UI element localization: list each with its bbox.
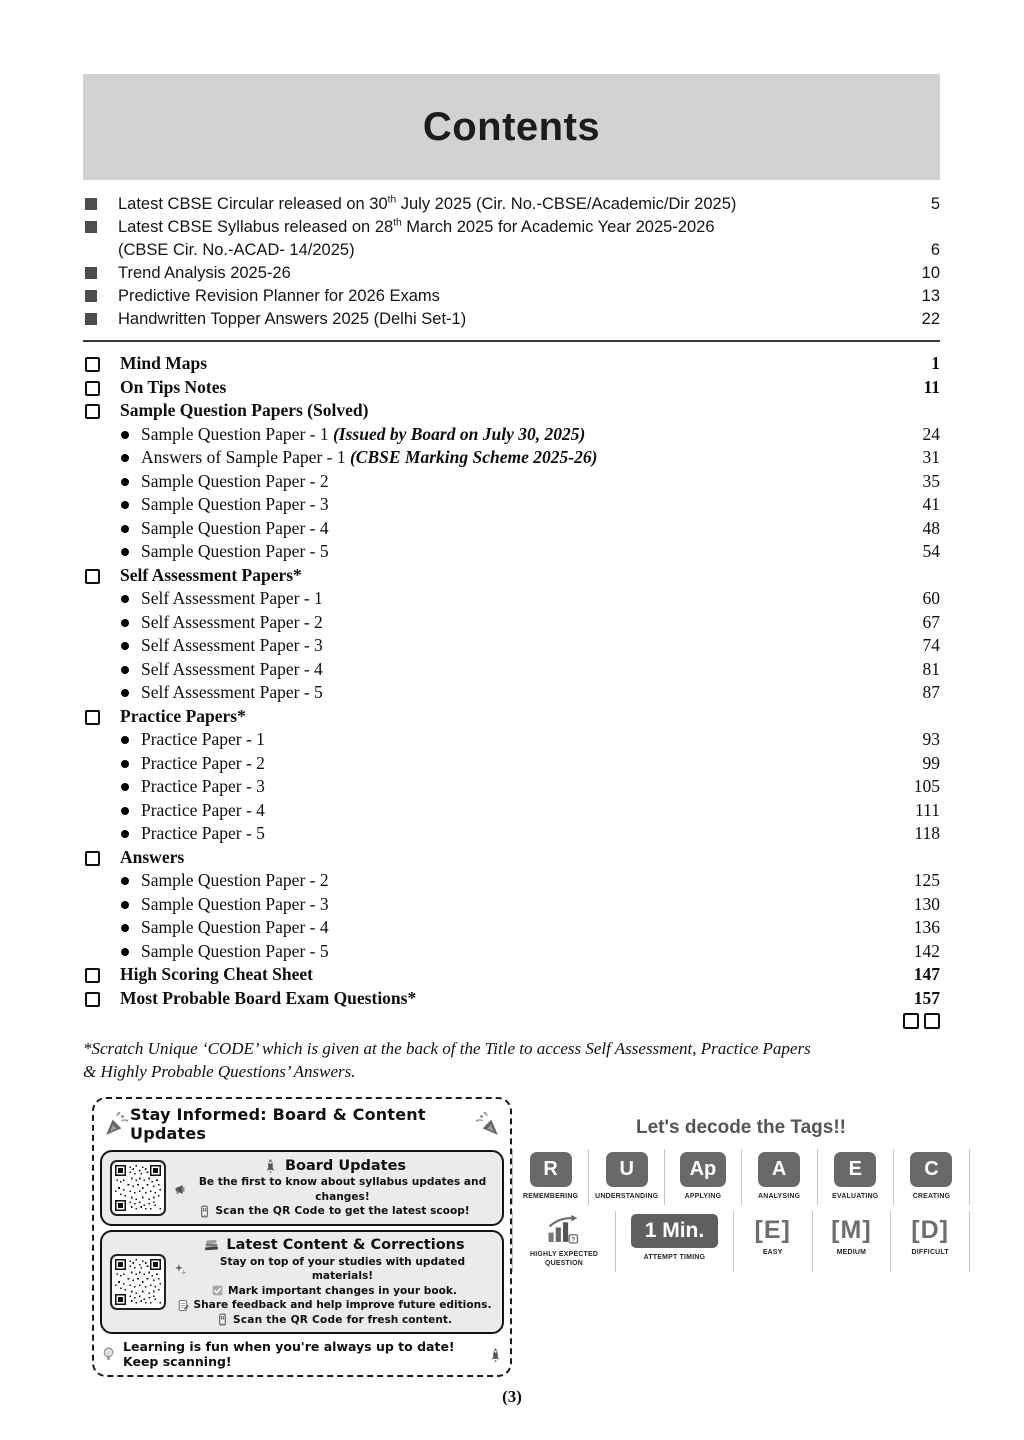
page-number-value: 111: [915, 799, 940, 820]
square-bullet-icon: [85, 290, 97, 302]
difficulty-tag: [E]: [754, 1216, 791, 1244]
tag-cell-attempt-timing: [615, 1211, 733, 1272]
checkbox-icon: [85, 968, 100, 983]
toc-item-text: Answers of Sample Paper - 1 (CBSE Marking Scheme 2025-26): [141, 447, 598, 467]
top-item-text: [118, 262, 910, 285]
stay-informed-header: [100, 1104, 504, 1146]
tag-label: HIGHLY EXPECTED QUESTION: [529, 1251, 599, 1267]
top-item-text: [118, 193, 919, 216]
toc-section-row: [85, 352, 940, 376]
page-number-value: 6: [930, 241, 940, 259]
dot-bullet-icon: [121, 948, 129, 956]
updates-line: [174, 1255, 494, 1284]
top-item-line: [118, 193, 919, 216]
tag-cell-difficult: [890, 1211, 970, 1272]
rocket-icon: [487, 1346, 504, 1363]
ordinal-suffix: th: [387, 194, 397, 206]
tag-badge: Ap: [680, 1152, 727, 1187]
tag-cell-creating: [893, 1149, 970, 1205]
updates-section-heading: [174, 1237, 494, 1254]
updates-section-heading: [174, 1157, 494, 1174]
dot-bullet-icon: [121, 689, 129, 697]
page-title: Contents: [422, 104, 601, 149]
toc-sub-row: [85, 658, 940, 682]
qr-code-icon: [110, 1254, 166, 1310]
page-number-value: 147: [913, 964, 940, 984]
page-number-value: 60: [922, 588, 940, 608]
page-number-value: 54: [922, 541, 940, 561]
top-item-text: [118, 308, 910, 331]
toc-sub-row: [85, 540, 940, 564]
megaphone-icon: [174, 1183, 187, 1196]
tag-badge: A: [758, 1152, 800, 1187]
text-segment: (CBSE Cir. No.-ACAD- 14/2025): [118, 241, 355, 259]
page-number-value: 10: [921, 264, 940, 282]
checkbox-icon: [85, 381, 100, 396]
title-banner: [83, 74, 940, 180]
updates-line: [174, 1204, 494, 1219]
toc-sub-row: [85, 799, 940, 823]
stay-informed-footer: [100, 1334, 504, 1371]
tag-label: DIFFICULT: [911, 1249, 949, 1256]
page-number-value: 41: [922, 494, 940, 514]
page-number: (3): [502, 1387, 522, 1406]
page-number-value: 13: [921, 287, 940, 305]
difficulty-tag: [M]: [831, 1216, 872, 1244]
text-segment: to get the latest scoop!: [328, 1205, 470, 1217]
top-list-item: [85, 216, 940, 262]
toc-item-text: Self Assessment Paper - 2: [141, 611, 323, 632]
toc-item-text: Self Assessment Paper - 5: [141, 682, 323, 702]
toc-item-text: Most Probable Board Exam Questions*: [120, 987, 417, 1008]
page-number-value: 11: [923, 376, 940, 397]
page-number-value: 67: [922, 611, 940, 632]
tag-label: REMEMBERING: [522, 1193, 579, 1200]
page-number-value: 157: [913, 987, 940, 1008]
toc-item-text: Answers: [120, 846, 185, 867]
text-segment: Scan the QR Code: [233, 1313, 343, 1326]
toc-item-text: Sample Question Paper - 2: [141, 470, 329, 491]
tag-row-2: [512, 1211, 970, 1272]
text-segment: Predictive Revision Planner for 2026 Exams: [118, 287, 440, 305]
svg-text:?: ?: [571, 1236, 576, 1244]
dot-bullet-icon: [121, 454, 129, 462]
dot-bullet-icon: [121, 901, 129, 909]
dot-bullet-icon: [121, 830, 129, 838]
toc-item-text: Sample Question Paper - 2: [141, 870, 329, 890]
toc-item-text: Sample Question Papers (Solved): [120, 400, 369, 420]
square-bullet-icon: [85, 267, 97, 279]
toc-item-text: Sample Question Paper - 4: [141, 917, 329, 937]
toc-item-italic: (CBSE Marking Scheme 2025-26): [349, 447, 598, 467]
checkbox-icon: [924, 1013, 940, 1029]
toc-sub-row: [85, 681, 940, 705]
square-bullet-icon: [85, 313, 97, 325]
toc-item-text: Sample Question Paper - 4: [141, 517, 329, 538]
double-checkbox-row: [0, 1013, 940, 1029]
page-number-value: 5: [930, 195, 940, 213]
updates-line: [174, 1298, 494, 1313]
toc-sub-row: [85, 869, 940, 893]
check-icon: [211, 1284, 224, 1297]
text-segment: Share feedback and help improve future editions.: [193, 1299, 492, 1311]
toc-sub-row: [85, 634, 940, 658]
dot-bullet-icon: [121, 525, 129, 533]
tag-badge: E: [834, 1152, 876, 1187]
toc-section-row: [85, 399, 940, 423]
toc-item-text: Practice Papers*: [120, 705, 246, 726]
text-segment: Stay on top of your studies with updated materials!: [219, 1255, 466, 1282]
rocket-icon: [262, 1157, 279, 1174]
updates-line: [174, 1284, 494, 1299]
tag-label: ATTEMPT TIMING: [643, 1254, 706, 1261]
toc-item-text: Practice Paper - 2: [141, 752, 265, 773]
page-number-value: 93: [922, 729, 940, 749]
toc-item-text: On Tips Notes: [120, 376, 227, 397]
dot-bullet-icon: [121, 501, 129, 509]
toc-item-text: Self Assessment Paper - 1: [141, 588, 323, 608]
toc-item-text: Sample Question Paper - 5: [141, 541, 329, 561]
text-segment: Scan the QR Code: [215, 1205, 325, 1217]
text-segment: Mark important changes in your book.: [228, 1284, 457, 1297]
tag-badge: C: [910, 1152, 952, 1187]
toc-item-text: Self Assessment Paper - 4: [141, 658, 323, 679]
toc-sub-row: [85, 752, 940, 776]
toc-sub-row: [85, 470, 940, 494]
tag-label: CREATING: [912, 1193, 951, 1200]
qr-code-icon: [110, 1160, 166, 1216]
toc-item-text: Practice Paper - 3: [141, 776, 265, 796]
chart-up-icon: [546, 1214, 582, 1245]
text-segment: for fresh content.: [346, 1313, 452, 1326]
top-list-item: [85, 193, 940, 216]
tag-cell-analysing: [741, 1149, 817, 1205]
updates-section-content: [174, 1237, 494, 1328]
page-number-value: 48: [922, 517, 940, 538]
checkbox-icon: [903, 1013, 919, 1029]
updates-section-heading-text: Board Updates: [284, 1157, 407, 1174]
footnote: [83, 1038, 940, 1083]
updates-line: [174, 1175, 494, 1204]
top-list-item: [85, 308, 940, 331]
tag-label: UNDERSTANDING: [595, 1193, 659, 1200]
section-divider: [83, 340, 940, 342]
toc-sub-row: [85, 517, 940, 541]
text-segment: Latest CBSE Syllabus released on 28: [118, 218, 394, 236]
updates-section-heading-text: Latest Content & Corrections: [226, 1237, 465, 1253]
toc-sub-row: [85, 446, 940, 470]
checkbox-icon: [85, 992, 100, 1007]
updates-section: [100, 1150, 504, 1226]
toc-section-row: [85, 846, 940, 870]
page-number-value: 1: [931, 353, 940, 373]
dot-bullet-icon: [121, 642, 129, 650]
page-number-value: 35: [922, 470, 940, 491]
tag-label: APPLYING: [684, 1193, 722, 1200]
top-item-line: [118, 285, 910, 308]
toc-sub-row: [85, 423, 940, 447]
toc-sub-row: [85, 611, 940, 635]
top-item-line: [118, 239, 919, 262]
books-icon: [203, 1237, 220, 1254]
dot-bullet-icon: [121, 666, 129, 674]
toc-item-text: Self Assessment Paper - 3: [141, 635, 323, 655]
toc-section-row: [85, 705, 940, 729]
toc-sub-row: [85, 775, 940, 799]
bottom-area: [92, 1097, 970, 1377]
text-segment: Handwritten Topper Answers 2025 (Delhi Set-1): [118, 310, 467, 328]
toc-item-text: Sample Question Paper - 3: [141, 893, 329, 914]
tag-label: EASY: [762, 1249, 783, 1256]
checkbox-icon: [85, 710, 100, 725]
toc-item-text: Practice Paper - 5: [141, 823, 265, 843]
toc-sub-row: [85, 916, 940, 940]
page-number-value: 105: [913, 776, 940, 796]
page-number-value: 31: [922, 447, 940, 467]
dot-bullet-icon: [121, 548, 129, 556]
page-number-value: 142: [913, 940, 940, 961]
difficulty-tag: [D]: [911, 1216, 949, 1244]
dot-bullet-icon: [121, 736, 129, 744]
tag-label: ANALYSING: [758, 1193, 801, 1200]
tag-badge: U: [606, 1152, 648, 1187]
toc-sub-row: [85, 493, 940, 517]
tag-cell-medium: [812, 1211, 891, 1272]
toc-section-row: [85, 963, 940, 987]
toc-item-text: Sample Question Paper - 1 (Issued by Board on July 30, 2025): [141, 423, 586, 444]
dot-bullet-icon: [121, 807, 129, 815]
dot-bullet-icon: [121, 431, 129, 439]
toc-item-text: Sample Question Paper - 5: [141, 940, 329, 961]
top-item-line: [118, 216, 919, 239]
dot-bullet-icon: [121, 478, 129, 486]
toc-list: [85, 352, 940, 1010]
lightbulb-icon: [100, 1346, 117, 1363]
tag-cell-understanding: [588, 1149, 664, 1205]
toc-sub-row: [85, 893, 940, 917]
dot-bullet-icon: [121, 924, 129, 932]
tag-cell-highly-expected-question: [512, 1211, 615, 1272]
ordinal-suffix: th: [393, 217, 402, 229]
toc-sub-row: [85, 587, 940, 611]
toc-item-text: Sample Question Paper - 3: [141, 494, 329, 514]
tag-label: EVALUATING: [832, 1193, 879, 1200]
phone-icon: [198, 1205, 211, 1218]
toc-item-text: High Scoring Cheat Sheet: [120, 964, 313, 984]
tag-cell-remembering: [512, 1149, 588, 1205]
page-number-value: 99: [922, 752, 940, 773]
toc-item-text: Practice Paper - 1: [141, 729, 265, 749]
page-number-value: 136: [913, 917, 940, 937]
text-segment: Be the first to know about syllabus updates and changes!: [198, 1176, 487, 1203]
footnote-line-2: & Highly Probable Questions’ Answers.: [83, 1061, 356, 1081]
top-list-item: [85, 262, 940, 285]
page-number-value: 118: [914, 823, 940, 843]
memo-icon: [177, 1299, 190, 1312]
updates-line: [174, 1313, 494, 1328]
stay-informed-title: Stay Informed: Board & Content Updates: [130, 1105, 426, 1143]
toc-item-italic: (Issued by Board on July 30, 2025): [332, 423, 586, 444]
phone-icon: [216, 1313, 229, 1326]
checkbox-icon: [85, 357, 100, 372]
tag-cell-easy: [733, 1211, 812, 1272]
toc-section-row: [85, 987, 940, 1011]
page-number-value: 125: [913, 870, 940, 890]
dot-bullet-icon: [121, 619, 129, 627]
page-number-value: 130: [913, 893, 940, 914]
text-segment: Latest CBSE Circular released on 30: [118, 195, 388, 213]
dot-bullet-icon: [121, 877, 129, 885]
checkbox-icon: [85, 404, 100, 419]
page-number-value: 87: [922, 682, 940, 702]
page-number-value: 24: [922, 423, 940, 444]
dot-bullet-icon: [121, 783, 129, 791]
tag-cell-applying: [664, 1149, 740, 1205]
toc-section-row: [85, 376, 940, 400]
party-popper-icon: [474, 1111, 500, 1137]
toc-item-text: Self Assessment Papers*: [120, 564, 302, 585]
tag-label: MEDIUM: [836, 1249, 867, 1256]
square-bullet-icon: [85, 198, 97, 210]
tag-badge: R: [530, 1152, 572, 1187]
timing-badge: 1 Min.: [631, 1214, 719, 1248]
toc-sub-row: [85, 940, 940, 964]
dot-bullet-icon: [121, 760, 129, 768]
tag-legend: [512, 1097, 970, 1272]
tag-cell-evaluating: [817, 1149, 893, 1205]
page-number-value: 81: [922, 658, 940, 679]
sparkles-icon: [174, 1263, 187, 1276]
stay-informed-box: [92, 1097, 512, 1377]
updates-section: [100, 1230, 504, 1335]
top-list-item: [85, 285, 940, 308]
toc-sub-row: [85, 728, 940, 752]
text-segment: Trend Analysis 2025-26: [118, 264, 291, 282]
tag-row-1: [512, 1149, 970, 1205]
text-segment: March 2025 for Academic Year 2025-2026: [401, 218, 715, 236]
top-item-line: [118, 308, 910, 331]
text-segment: July 2025 (Cir. No.-CBSE/Academic/Dir 2025): [396, 195, 737, 213]
tag-legend-title: Let's decode the Tags!!: [635, 1117, 847, 1138]
top-item-line: [118, 262, 910, 285]
toc-item-text: Practice Paper - 4: [141, 799, 265, 820]
toc-item-text: Mind Maps: [120, 353, 208, 373]
dot-bullet-icon: [121, 595, 129, 603]
page-number-value: 74: [922, 635, 940, 655]
square-bullet-icon: [85, 221, 97, 233]
checkbox-icon: [85, 851, 100, 866]
toc-section-row: [85, 564, 940, 588]
top-list: [85, 193, 940, 331]
updates-section-content: [174, 1157, 494, 1219]
checkbox-icon: [85, 569, 100, 584]
footnote-line-1: *Scratch Unique ‘CODE’ which is given at the back of the Title to access Self Assessment, Practice Papers: [83, 1039, 811, 1058]
stay-informed-footer-text: Learning is fun when you're always up to date! Keep scanning!: [123, 1339, 455, 1369]
top-item-text: [118, 216, 919, 262]
party-popper-icon: [104, 1111, 130, 1137]
page-number-value: 22: [921, 310, 940, 328]
toc-sub-row: [85, 822, 940, 846]
top-item-text: [118, 285, 910, 308]
